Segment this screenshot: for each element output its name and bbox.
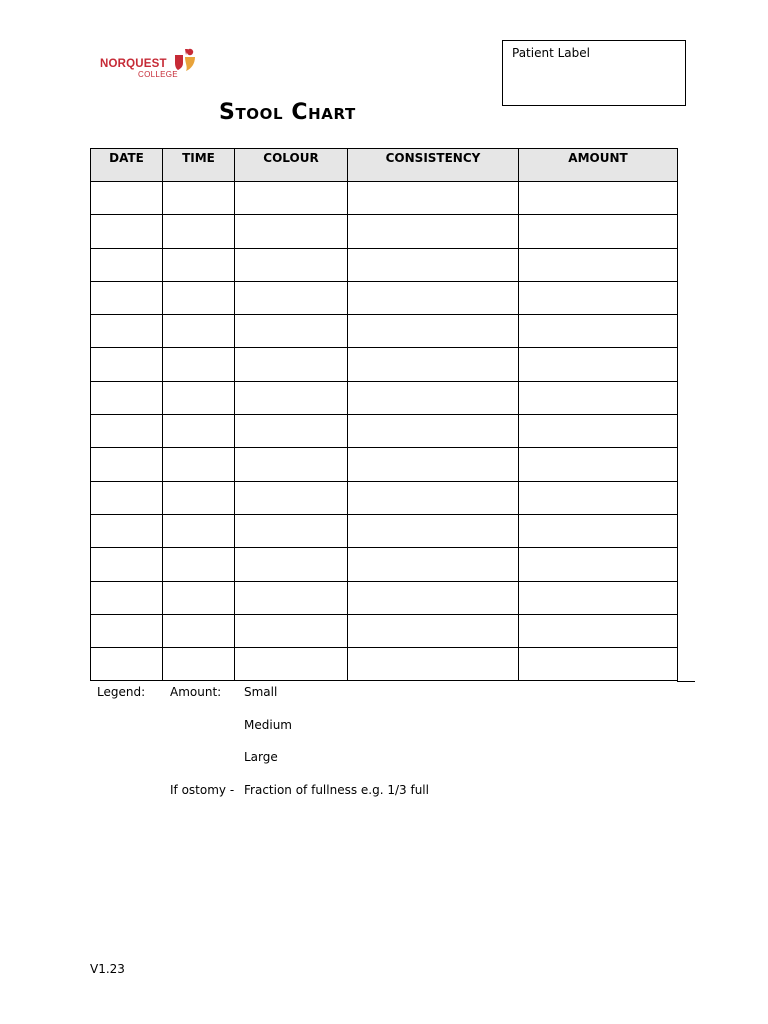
cell-amount <box>519 281 678 314</box>
cell-time <box>163 648 235 681</box>
table-row <box>91 415 678 448</box>
cell-colour <box>235 315 348 348</box>
cell-consistency <box>348 614 519 647</box>
cell-date <box>91 381 163 414</box>
amount-option-medium: Medium <box>244 718 292 732</box>
cell-amount <box>519 648 678 681</box>
cell-date <box>91 514 163 547</box>
cell-consistency <box>348 281 519 314</box>
table-row <box>91 348 678 381</box>
cell-colour <box>235 548 348 581</box>
table-row <box>91 481 678 514</box>
cell-colour <box>235 514 348 547</box>
table-row <box>91 215 678 248</box>
cell-date <box>91 481 163 514</box>
cell-amount <box>519 614 678 647</box>
column-header-date: DATE <box>91 149 163 182</box>
table-row <box>91 182 678 215</box>
cell-date <box>91 548 163 581</box>
table-row <box>91 581 678 614</box>
cell-time <box>163 481 235 514</box>
cell-time <box>163 315 235 348</box>
version-number: V1.23 <box>90 962 125 976</box>
cell-time <box>163 248 235 281</box>
cell-consistency <box>348 581 519 614</box>
cell-time <box>163 215 235 248</box>
cell-amount <box>519 381 678 414</box>
cell-amount <box>519 248 678 281</box>
cell-date <box>91 348 163 381</box>
cell-amount <box>519 481 678 514</box>
cell-consistency <box>348 448 519 481</box>
cell-time <box>163 548 235 581</box>
cell-date <box>91 315 163 348</box>
column-header-colour: COLOUR <box>235 149 348 182</box>
cell-consistency <box>348 648 519 681</box>
table-row <box>91 281 678 314</box>
cell-amount <box>519 514 678 547</box>
table-row <box>91 514 678 547</box>
legend-label: Legend: <box>97 685 146 699</box>
cell-time <box>163 581 235 614</box>
cell-time <box>163 514 235 547</box>
table-row <box>91 248 678 281</box>
cell-date <box>91 248 163 281</box>
table-row <box>91 614 678 647</box>
cell-colour <box>235 648 348 681</box>
cell-consistency <box>348 415 519 448</box>
cell-colour <box>235 281 348 314</box>
cell-amount <box>519 315 678 348</box>
cell-amount <box>519 348 678 381</box>
stool-chart-table <box>90 148 678 681</box>
logo-subname: COLLEGE <box>138 70 178 79</box>
table-header-row <box>91 149 678 182</box>
cell-consistency <box>348 215 519 248</box>
cell-date <box>91 415 163 448</box>
cell-date <box>91 281 163 314</box>
amount-option-small: Small <box>244 685 278 699</box>
cell-colour <box>235 381 348 414</box>
table-bottom-rule <box>677 681 695 682</box>
cell-date <box>91 614 163 647</box>
cell-colour <box>235 215 348 248</box>
table-body <box>91 182 678 681</box>
shield-icon <box>174 48 196 72</box>
table-row <box>91 381 678 414</box>
cell-time <box>163 381 235 414</box>
cell-date <box>91 182 163 215</box>
norquest-college-logo <box>100 46 204 84</box>
table-row <box>91 648 678 681</box>
amount-option-large: Large <box>244 750 278 764</box>
column-header-time: TIME <box>163 149 235 182</box>
cell-amount <box>519 182 678 215</box>
cell-consistency <box>348 514 519 547</box>
cell-amount <box>519 548 678 581</box>
patient-label-box <box>502 40 686 106</box>
table-row <box>91 448 678 481</box>
cell-time <box>163 448 235 481</box>
cell-colour <box>235 614 348 647</box>
column-header-consistency: CONSISTENCY <box>348 149 519 182</box>
table-row <box>91 315 678 348</box>
cell-amount <box>519 215 678 248</box>
ostomy-label: If ostomy - <box>170 783 235 797</box>
page-title: Stool Chart <box>219 100 356 125</box>
cell-date <box>91 581 163 614</box>
amount-label: Amount: <box>170 685 222 699</box>
cell-time <box>163 182 235 215</box>
cell-colour <box>235 448 348 481</box>
cell-consistency <box>348 381 519 414</box>
cell-colour <box>235 348 348 381</box>
column-header-amount: AMOUNT <box>519 149 678 182</box>
cell-colour <box>235 581 348 614</box>
cell-date <box>91 448 163 481</box>
cell-date <box>91 215 163 248</box>
cell-time <box>163 348 235 381</box>
cell-consistency <box>348 548 519 581</box>
cell-amount <box>519 448 678 481</box>
cell-consistency <box>348 248 519 281</box>
cell-consistency <box>348 315 519 348</box>
cell-date <box>91 648 163 681</box>
cell-amount <box>519 415 678 448</box>
cell-time <box>163 614 235 647</box>
logo-name: NORQUEST <box>100 58 167 70</box>
patient-label-text: Patient Label <box>512 46 590 60</box>
cell-colour <box>235 415 348 448</box>
ostomy-note: Fraction of fullness e.g. 1/3 full <box>244 783 429 797</box>
table-row <box>91 548 678 581</box>
cell-colour <box>235 182 348 215</box>
cell-time <box>163 415 235 448</box>
cell-amount <box>519 581 678 614</box>
cell-consistency <box>348 481 519 514</box>
cell-time <box>163 281 235 314</box>
cell-consistency <box>348 348 519 381</box>
cell-colour <box>235 248 348 281</box>
cell-consistency <box>348 182 519 215</box>
cell-colour <box>235 481 348 514</box>
